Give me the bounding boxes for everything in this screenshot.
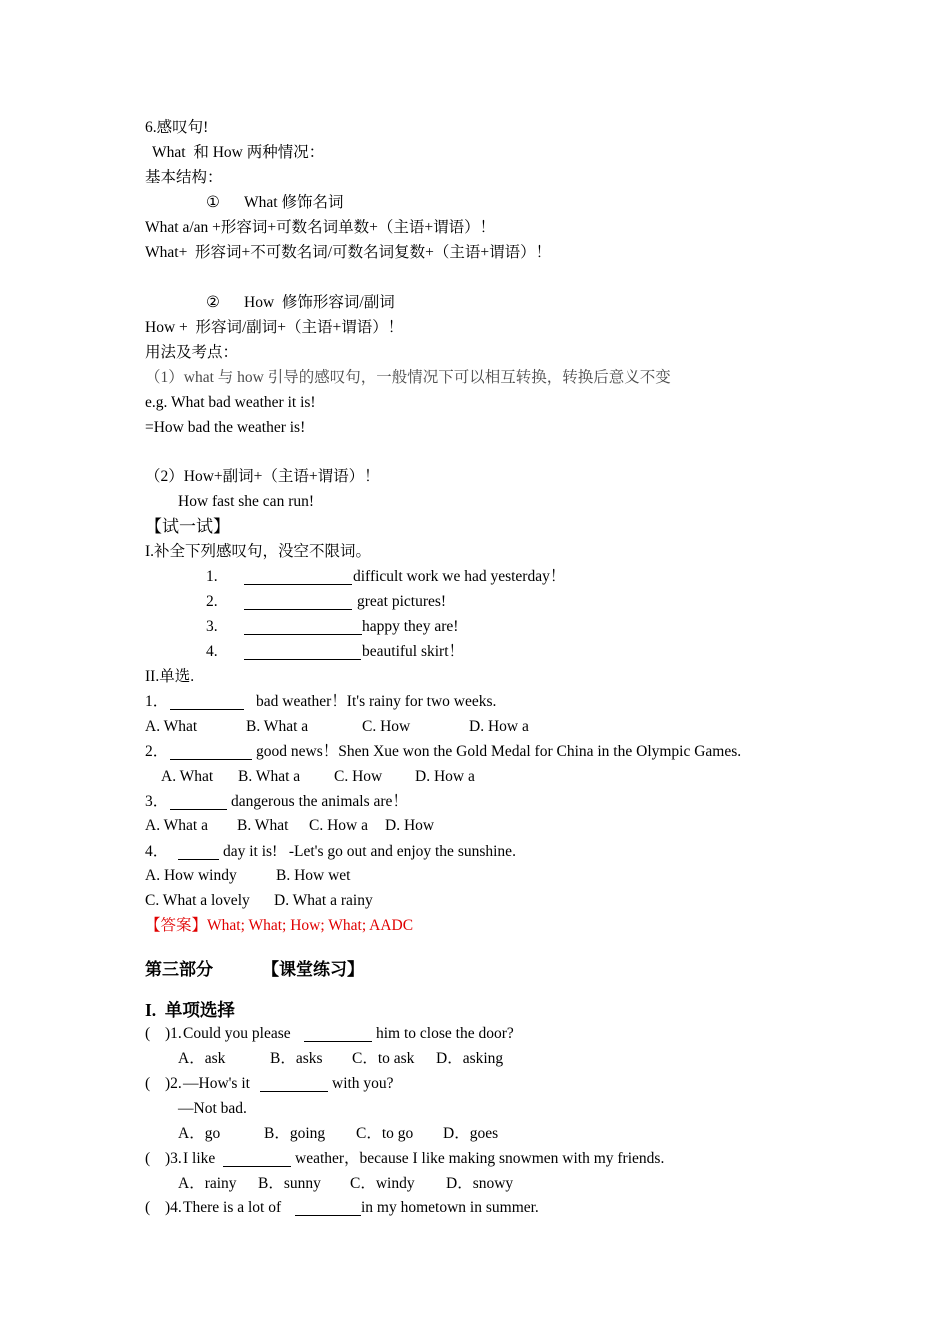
option: D．snowy [446,1175,514,1192]
question-stem-end: with you? [332,1075,394,1092]
question-blank[interactable] [223,1166,291,1167]
fill-item-number: 3. [206,618,218,635]
option: B．sunny [258,1175,321,1192]
question-stem: I like [183,1150,216,1167]
mc-number: 3． [145,793,169,810]
mc-blank[interactable] [170,709,244,710]
intro-text: What 和 How 两种情况： [152,144,325,161]
question-stem: Could you please [183,1025,291,1042]
answer-paren[interactable]: ( [145,1025,151,1042]
what-pattern-2: What+ 形容词+不可数名词/可数名词复数+（主语+谓语）！ [145,244,552,261]
try-title: 【试一试】 [145,517,230,536]
mc-option: C. What a lovely [145,892,250,909]
option: B．going [264,1125,326,1142]
answer-paren[interactable]: ( [145,1150,151,1167]
fill-blank[interactable] [244,659,361,660]
mc-option: B. What [237,817,289,834]
fill-item-text: great pictures! [357,593,447,610]
mc-option: C. How [334,768,383,785]
answer-key: 【答案】What; What; How; What; AADC [145,917,414,934]
part2-instruction: II.单选. [145,668,195,685]
option: C．to go [356,1125,414,1142]
what-pattern-1: What a/an +形容词+可数名词单数+（主语+谓语）！ [145,219,496,236]
usage-2: （2）How+副词+（主语+谓语）！ [145,468,380,485]
example-2: =How bad the weather is! [145,419,306,436]
option: C．windy [350,1175,415,1192]
what-label: What 修饰名词 [244,194,344,211]
mc-blank[interactable] [170,809,227,810]
section-title: I. 单项选择 [145,1000,235,1020]
fill-item-text: beautiful skirt！ [362,643,465,660]
usage-1: （1）what 与 how 引导的感叹句，一般情况下可以相互转换，转换后意义不变 [145,369,671,386]
option: A．go [178,1125,221,1142]
question-blank[interactable] [260,1091,328,1092]
mc-option: D. How [385,817,435,834]
mc-number: 1． [145,693,169,710]
fill-item-number: 1. [206,568,218,585]
option: B．asks [270,1050,323,1067]
fill-blank[interactable] [244,609,352,610]
mc-stem: dangerous the animals are！ [231,793,408,810]
usage-label: 用法及考点： [145,344,239,361]
mc-number: 4． [145,843,169,860]
option: C．to ask [352,1050,415,1067]
mc-blank[interactable] [178,859,219,860]
part3-title: 第三部分 [145,960,213,979]
mc-option: C. How a [309,817,368,834]
mc-stem: bad weather！It's rainy for two weeks. [256,693,497,710]
option: A．rainy [178,1175,237,1192]
how-pattern: How + 形容词/副词+（主语+谓语）！ [145,319,404,336]
mc-option: B. How wet [276,867,351,884]
question-stem: —How's it [183,1075,250,1092]
part3-subtitle: 【课堂练习】 [262,960,364,979]
option: D．asking [436,1050,504,1067]
question-blank[interactable] [295,1215,361,1216]
fill-blank[interactable] [244,584,352,585]
section-heading: 6.感叹句! [145,119,209,136]
answer-paren[interactable]: ( [145,1199,151,1216]
question-blank[interactable] [304,1041,372,1042]
structure-label: 基本结构： [145,169,223,186]
answer-paren[interactable]: ( [145,1075,151,1092]
fill-item-text: happy they are! [362,618,459,635]
mc-blank[interactable] [170,759,252,760]
mc-option: A. How windy [145,867,237,884]
question-number: )2. [165,1075,182,1092]
mc-stem: day it is! -Let's go out and enjoy the sunshine. [223,843,516,860]
fill-blank[interactable] [244,634,362,635]
question-stem-end: in my hometown in summer. [361,1199,539,1216]
option: D．goes [443,1125,499,1142]
question-number: )3. [165,1150,182,1167]
mc-stem: good news！Shen Xue won the Gold Medal for China in the Olympic Games. [256,743,742,760]
example-1: e.g. What bad weather it is! [145,394,316,411]
fill-item-number: 4. [206,643,218,660]
mc-option: B. What a [238,768,301,785]
example-3: How fast she can run! [178,493,315,510]
reply-line: —Not bad. [178,1100,247,1117]
mc-option: D. How a [415,768,475,785]
what-marker: ① [206,194,220,211]
part1-instruction: I.补全下列感叹句，没空不限词。 [145,543,372,560]
mc-option: D. What a rainy [274,892,373,909]
mc-number: 2． [145,743,169,760]
fill-item-number: 2. [206,593,218,610]
question-stem-end: weather，because I like making snowmen with my friends. [295,1150,665,1167]
mc-option: A. What [161,768,214,785]
question-stem-end: him to close the door? [376,1025,514,1042]
how-marker: ② [206,294,220,311]
question-number: )4. [165,1199,182,1216]
mc-option: B. What a [246,718,309,735]
mc-option: A. What [145,718,198,735]
how-label: How 修饰形容词/副词 [244,294,395,311]
mc-option: D. How a [469,718,529,735]
mc-option: A. What a [145,817,208,834]
question-number: )1. [165,1025,182,1042]
fill-item-text: difficult work we had yesterday！ [353,568,566,585]
option: A．ask [178,1050,226,1067]
question-stem: There is a lot of [183,1199,282,1216]
mc-option: C. How [362,718,411,735]
